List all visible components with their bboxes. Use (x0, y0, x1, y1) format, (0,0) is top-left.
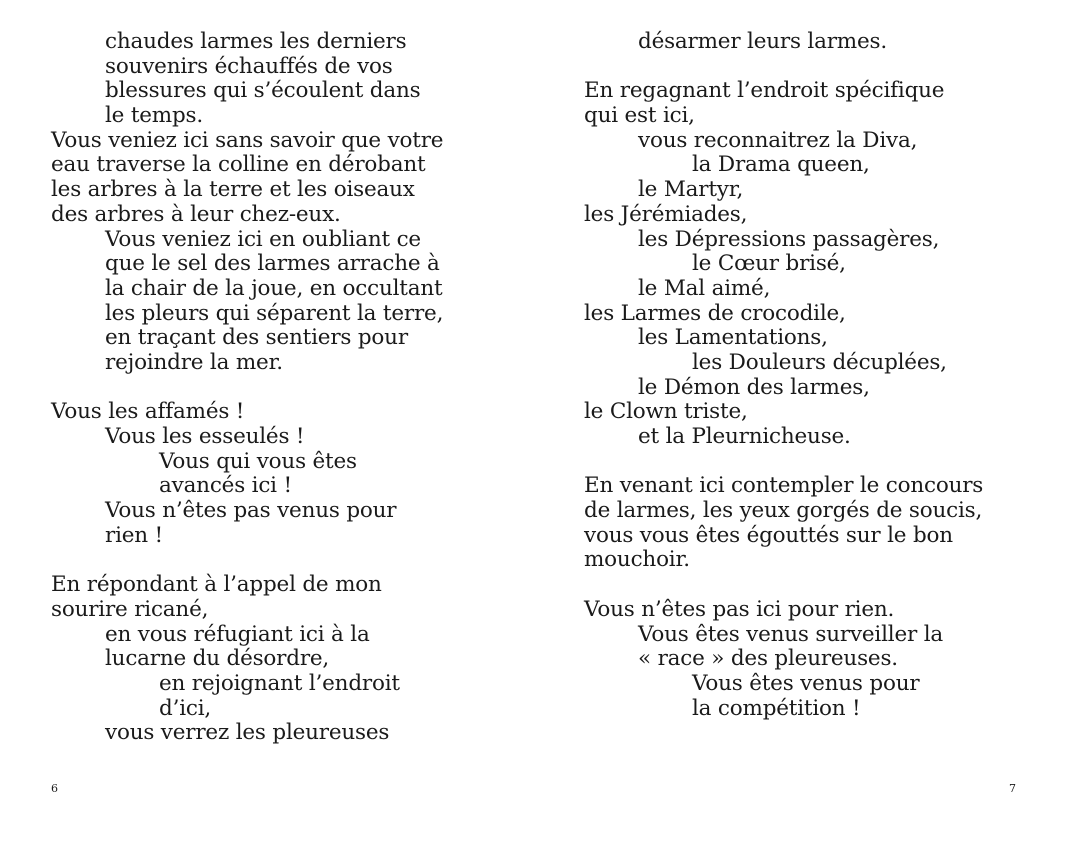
poem-line: la chair de la joue, en occultant (105, 275, 443, 301)
poem-line: des arbres à leur chez-eux. (51, 201, 341, 227)
poem-line: blessures qui s’écoulent dans (105, 78, 421, 104)
poem-line: « race » des pleureuses. (638, 646, 898, 672)
poem-line: le Mal aimé, (638, 275, 771, 301)
poem-line: les Douleurs décuplées, (692, 349, 947, 375)
poem-line: En venant ici contempler le concours (584, 473, 984, 499)
poem-line: Vous veniez ici en oubliant ce (105, 226, 421, 252)
poem-line: le Démon des larmes, (638, 374, 870, 400)
poem-line: rejoindre la mer. (105, 349, 283, 375)
poem-line: de larmes, les yeux gorgés de soucis, (584, 498, 983, 524)
poem-line: Vous les esseulés ! (105, 424, 305, 449)
stanza-break (51, 376, 531, 401)
right-page (584, 30, 1044, 721)
poem-line: le temps. (105, 103, 204, 129)
poem-line: le Clown triste, (584, 399, 748, 425)
poem-line: d’ici, (159, 695, 212, 721)
poem-line: mouchoir. (584, 547, 690, 573)
poem-line: la compétition ! (692, 695, 861, 721)
poem-line: le Martyr, (638, 177, 744, 203)
poem-line: que le sel des larmes arrache à (105, 251, 440, 277)
poem-line: la Drama queen, (692, 152, 870, 178)
poem-line: Vous qui vous êtes (159, 448, 357, 474)
poem-line: Vous les affamés ! (51, 399, 245, 425)
poem-line: En répondant à l’appel de mon (51, 572, 382, 598)
stanza-break (584, 55, 1044, 80)
poem-line: En regagnant l’endroit spécifique (584, 78, 945, 104)
poem-line: Vous veniez ici sans savoir que votre (51, 127, 444, 153)
poem-line: vous vous êtes égouttés sur le bon (584, 522, 953, 548)
left-page (51, 30, 531, 746)
poem-line: Vous êtes venus surveiller la (638, 621, 943, 647)
poem-line: chaudes larmes les derniers (105, 29, 407, 54)
poem-line: qui est ici, (584, 103, 695, 129)
poem-line: Vous n’êtes pas venus pour (105, 498, 397, 524)
poem-line: les Dépressions passagères, (638, 226, 940, 252)
poem-line: les Lamentations, (638, 325, 828, 351)
poem-line: souvenirs échauffés de vos (105, 53, 393, 79)
page-number-right: 7 (1009, 782, 1016, 795)
page-number-left: 6 (51, 782, 58, 795)
poem-line: les pleurs qui séparent la terre, (105, 300, 444, 326)
poem-line: avancés ici ! (159, 473, 292, 499)
poem-line: rien ! (105, 522, 163, 548)
poem-line: vous reconnaitrez la Diva, (638, 127, 918, 153)
stanza-break (584, 573, 1044, 598)
poem-line: et la Pleurnicheuse. (638, 424, 851, 449)
poem-line: les arbres à la terre et les oiseaux (51, 177, 415, 203)
poem-line: les Larmes de crocodile, (584, 300, 846, 326)
poem-line: sourire ricané, (51, 596, 209, 622)
poem-line: les Jérémiades, (584, 201, 748, 227)
poem-line: eau traverse la colline en dérobant (51, 152, 426, 178)
poem-line: désarmer leurs larmes. (638, 29, 887, 54)
poem-line: lucarne du désordre, (105, 646, 330, 672)
poem-line: en vous réfugiant ici à la (105, 621, 370, 647)
poem-line: Vous n’êtes pas ici pour rien. (584, 596, 895, 622)
stanza-break (51, 548, 531, 573)
poem-line: vous verrez les pleureuses (105, 720, 390, 746)
poem-line: Vous êtes venus pour (692, 670, 920, 696)
poem-line: le Cœur brisé, (692, 251, 846, 277)
poem-line: en rejoignant l’endroit (159, 670, 400, 696)
poem-line: en traçant des sentiers pour (105, 325, 408, 351)
stanza-break (584, 450, 1044, 475)
